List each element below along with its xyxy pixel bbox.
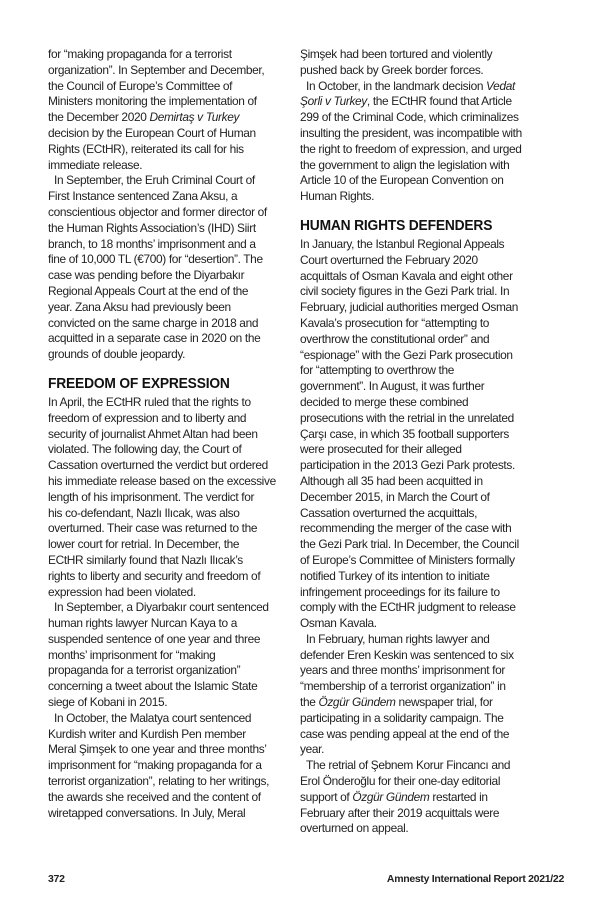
text-line: overturned on appeal. (300, 821, 409, 836)
text-line: the awards she received and the content of (48, 789, 261, 804)
text-line (300, 790, 565, 806)
section-heading: FREEDOM OF EXPRESSION (48, 374, 230, 392)
text-line: siege of Kobani in 2015. (48, 695, 168, 710)
text-line: year. (300, 742, 325, 757)
text-line: wiretapped conversations. In July, Meral (48, 805, 246, 820)
text-line: decided to merge these combined (300, 394, 469, 409)
text-line: case was pending before the Diyarbakır (48, 268, 245, 283)
paragraph (48, 47, 298, 173)
paragraph (300, 632, 565, 758)
text-line: notified Turkey of its intention to initiate (300, 568, 490, 583)
text-line: Erol Önderoğlu for their one-day editorial (300, 774, 501, 789)
text-line: comply with the ECtHR judgment to release (300, 600, 516, 615)
text-line: First Instance sentenced Zana Aksu, a (48, 189, 238, 204)
paragraph (300, 79, 565, 205)
text-line: February after their 2019 acquittals were (300, 805, 500, 820)
text-segment: restarted in (429, 789, 488, 804)
text-line: rights to liberty and security and freedom of (48, 568, 261, 583)
text-line: his co-defendant, Nazlı Ilıcak, was also (48, 505, 240, 520)
text-line: year. Zana Aksu had previously been (48, 299, 231, 314)
paragraph (300, 47, 565, 79)
text-line: for “making propaganda for a terrorist (48, 47, 232, 61)
text-segment: the (300, 695, 319, 710)
text-line: recommending the merger of the case with (300, 521, 512, 536)
text-line: 299 of the Criminal Code, which criminalizes (300, 110, 519, 125)
text-line: In January, the Istanbul Regional Appeals (300, 236, 505, 251)
text-line: lower court for retrial. In December, the (48, 537, 240, 552)
text-segment: the December 2020 (48, 110, 150, 125)
italic-title: Özgür Gündem (318, 695, 396, 710)
text-line: Rights (ECtHR), reiterated its call for his (48, 141, 244, 156)
text-line: government”. In August, it was further (300, 379, 485, 394)
text-segment: support of (300, 789, 353, 804)
text-line: were prosecuted for their alleged (300, 442, 462, 457)
right-column (300, 47, 565, 837)
section-heading: HUMAN RIGHTS DEFENDERS (300, 216, 493, 234)
text-line: length of his imprisonment. The verdict for (48, 489, 255, 504)
text-line: infringement proceedings for its failure to (300, 584, 500, 599)
text-line: insulting the president, was incompatible with (300, 125, 522, 140)
text-line: Çarşı case, in which 35 football supporters (300, 426, 510, 441)
text-line: In October, the Malatya court sentenced (54, 710, 252, 725)
text-line: Şimşek had been tortured and violently (300, 47, 493, 61)
paragraph (48, 395, 298, 600)
text-line: Kurdish writer and Kurdish Pen member (48, 726, 246, 741)
text-line: fine of 10,000 TL (€700) for “desertion”. The (48, 252, 263, 267)
text-line: overthrow the constitutional order” and (300, 331, 490, 346)
italic-title: Özgür Gündem (352, 789, 430, 804)
text-line: of Europe’s Committee of Ministers formally (300, 552, 515, 567)
text-line: immediate release. (48, 157, 143, 172)
text-line: ECtHR similarly found that Nazlı Ilıcak’s (48, 552, 243, 567)
text-segment: In October, in the landmark decision (306, 78, 487, 93)
paragraph (300, 237, 565, 632)
text-line: the Human Rights Association’s (IHD) Siirt (48, 220, 256, 235)
text-line (300, 94, 565, 110)
text-line: imprisonment for “making propaganda for a (48, 758, 262, 773)
text-line: December 2015, in March the Court of (300, 489, 490, 504)
text-line: February, judicial authorities merged Osman (300, 300, 519, 315)
text-line: convicted on the same charge in 2018 and (48, 315, 259, 330)
text-line: the right to freedom of expression, and urged (300, 141, 522, 156)
text-line: human rights lawyer Nurcan Kaya to a (48, 616, 237, 631)
text-line: expression had been violated. (48, 584, 196, 599)
page-number: 372 (48, 873, 65, 885)
text-line: In September, a Diyarbakır court sentenced (54, 600, 269, 615)
text-line: pushed back by Greek border forces. (300, 62, 484, 77)
text-line: Regional Appeals Court at the end of the (48, 283, 249, 298)
text-line: terrorist organization”, relating to her writings, (48, 774, 270, 789)
text-line: civil society figures in the Gezi Park trial. In (300, 284, 510, 299)
text-line: case was pending appeal at the end of the (300, 726, 510, 741)
text-line: “espionage” with the Gezi Park prosecution (300, 347, 513, 362)
left-column (48, 47, 298, 821)
text-segment: , the ECtHR found that Article (366, 94, 512, 109)
text-segment: newspaper trial, for (395, 695, 493, 710)
text-line: violated. The following day, the Court of (48, 442, 242, 457)
text-line: defender Eren Keskin was sentenced to six (300, 647, 514, 662)
paragraph (48, 173, 298, 363)
text-line: Meral Şimşek to one year and three months’ (48, 742, 267, 757)
text-line: Human Rights. (300, 189, 375, 204)
text-line: his immediate release based on the excessive (48, 473, 276, 488)
text-line: freedom of expression and to liberty and (48, 410, 247, 425)
text-line: the Council of Europe’s Committee of (48, 78, 233, 93)
text-line: prosecutions with the retrial in the unrelated (300, 410, 514, 425)
text-line: security of journalist Ahmet Altan had been (48, 426, 258, 441)
text-line: Osman Kavala. (300, 616, 377, 631)
text-line: The retrial of Şebnem Korur Fincancı and (306, 758, 511, 773)
italic-title: Vedat (486, 78, 515, 93)
text-line: Although all 35 had been acquitted in (300, 473, 483, 488)
text-line: In February, human rights lawyer and (306, 631, 490, 646)
text-line: Court overturned the February 2020 (300, 252, 478, 267)
text-line: the government to align the legislation with (300, 157, 510, 172)
text-line: participating in a solidarity campaign. The (300, 710, 504, 725)
text-line: participation in the 2013 Gezi Park protests. (300, 458, 515, 473)
text-line: Kavala’s prosecution for “attempting to (300, 315, 490, 330)
text-line: In September, the Eruh Criminal Court of (54, 173, 255, 188)
text-line: for “attempting to overthrow the (300, 363, 455, 378)
text-line (48, 110, 298, 126)
text-line: Ministers monitoring the implementation of (48, 94, 257, 109)
text-line: Cassation overturned the verdict but ordered (48, 458, 268, 473)
text-line (300, 695, 565, 711)
text-line: decision by the European Court of Human (48, 125, 256, 140)
text-line: acquitted in a separate case in 2020 on the (48, 331, 261, 346)
text-line: years and three months’ imprisonment for (300, 663, 505, 678)
text-line: propaganda for a terrorist organization” (48, 663, 241, 678)
text-line: concerning a tweet about the Islamic State (48, 679, 258, 694)
text-line: organization”. In September and December, (48, 62, 265, 77)
italic-title: Demirtaş v Turkey (149, 110, 240, 125)
italic-title: Şorli v Turkey (300, 94, 367, 109)
paragraph (300, 758, 565, 837)
paragraph (48, 600, 298, 711)
text-line: branch, to 18 months’ imprisonment and a (48, 236, 256, 251)
text-line: Cassation overturned the acquittals, (300, 505, 478, 520)
text-line: suspended sentence of one year and three (48, 631, 261, 646)
text-line: the Gezi Park trial. In December, the Council (300, 537, 519, 552)
text-line: months’ imprisonment for “making (48, 647, 216, 662)
text-line: Article 10 of the European Convention on (300, 173, 504, 188)
text-line: acquittals of Osman Kavala and eight other (300, 268, 513, 283)
report-title: Amnesty International Report 2021/22 (386, 873, 564, 885)
text-line: conscientious objector and former director of (48, 204, 267, 219)
text-line: overturned. Their case was returned to the (48, 521, 258, 536)
text-line: grounds of double jeopardy. (48, 347, 186, 362)
text-line (300, 79, 565, 95)
text-line: “membership of a terrorist organization” in (300, 679, 506, 694)
paragraph (48, 711, 298, 822)
text-line: In April, the ECtHR ruled that the rights to (48, 394, 251, 409)
